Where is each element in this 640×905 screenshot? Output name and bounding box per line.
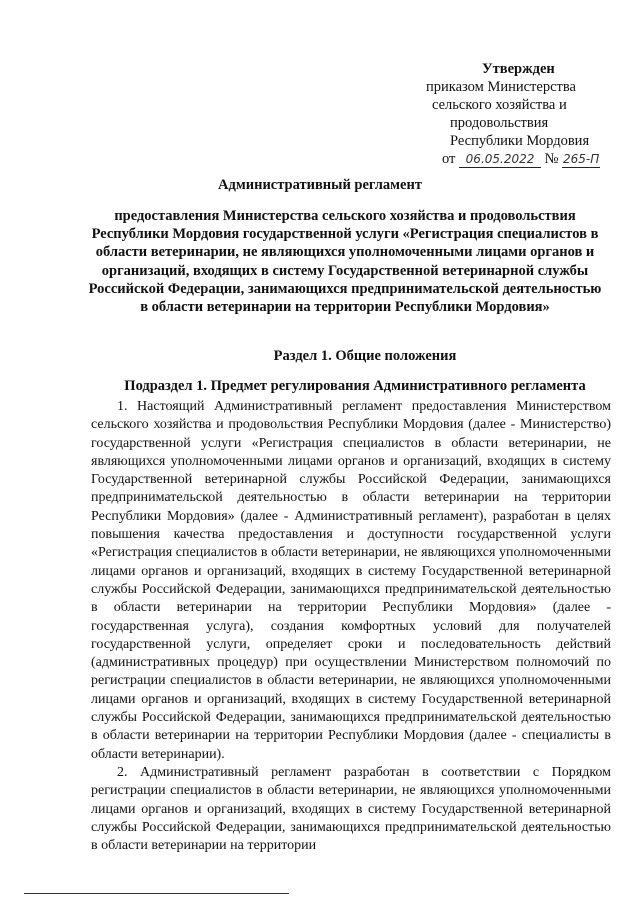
approval-line-2: сельского хозяйства и bbox=[432, 97, 567, 113]
document-body bbox=[91, 398, 611, 855]
subsection-title: Подраздел 1. Предмет регулирования Административного регламента bbox=[124, 378, 586, 394]
approval-block bbox=[420, 60, 620, 168]
document-title: Административный регламент bbox=[218, 177, 422, 193]
document-subtitle: предоставления Министерства сельского хозяйства и продовольствия Республики Мордовия государственной услуги «Регистрация специалистов в области ветеринарии, не являющихся уполномоченными лицами органов и организаций, входящих в систему Государственной ветеринарной службы Российской Федерации, занимающихся предпринимательской деятельностью в области ветеринарии на территории Республики Мордовия» bbox=[88, 208, 602, 316]
approval-date-number bbox=[420, 150, 620, 168]
from-label: от bbox=[442, 151, 456, 167]
section-title: Раздел 1. Общие положения bbox=[273, 348, 457, 364]
paragraph-2: 2. Административный регламент разработан в соответствии с Порядком регистрации специалистов в области ветеринарии, не являющихся уполномоченными лицами органов и организаций, входящих в систему Государственной ветеринарной службы Российской Федерации, занимающихся предпринимательской деятельностью в области ветеринарии на территории bbox=[91, 764, 611, 854]
footnote-divider bbox=[24, 893, 289, 894]
approval-line-1: приказом Министерства bbox=[426, 79, 576, 95]
number-label: № bbox=[544, 151, 559, 167]
approval-line-3: продовольствия bbox=[450, 115, 549, 131]
approval-line-4: Республики Мордовия bbox=[450, 133, 590, 149]
paragraph-1: 1. Настоящий Административный регламент предоставления Министерством сельского хозяйства и продовольствия Республики Мордовия (далее - Министерство) государственной услуги «Регистрация специалистов в области ветеринарии, не являющихся уполномоченными лицами органов и организаций, входящих в систему Государственной ветеринарной службы Российской Федерации, занимающихся предпринимательской деятельностью в области ветеринарии на территории Республики Мордовия» (далее - Административный регламент), разработан в целях повышения качества предоставления и доступности государственной услуги «Регистрация специалистов в области ветеринарии, не являющихся уполномоченными лицами органов и организаций, входящих в систему Государственной ветеринарной службы Российской Федерации, занимающихся предпринимательской деятельностью в области ветеринарии на территории Республики Мордовия» (далее - государственная услуга), создания комфортных условий для получателей государственной услуги, определяет сроки и последовательность действий (административных процедур) при осуществлении Министерством полномочий по регистрации специалистов в области ветеринарии, не являющихся уполномоченными лицами органов и организаций, входящих в систему Государственной ветеринарной службы Российской Федерации, занимающихся предпринимательской деятельностью в области ветеринарии на территории Республики Мордовия (далее - специалисты в области ветеринарии). bbox=[91, 399, 611, 762]
handwritten-number: 265-П bbox=[562, 152, 600, 166]
handwritten-date: 06.05.2022 bbox=[459, 152, 541, 168]
approval-title: Утвержден bbox=[482, 61, 555, 77]
